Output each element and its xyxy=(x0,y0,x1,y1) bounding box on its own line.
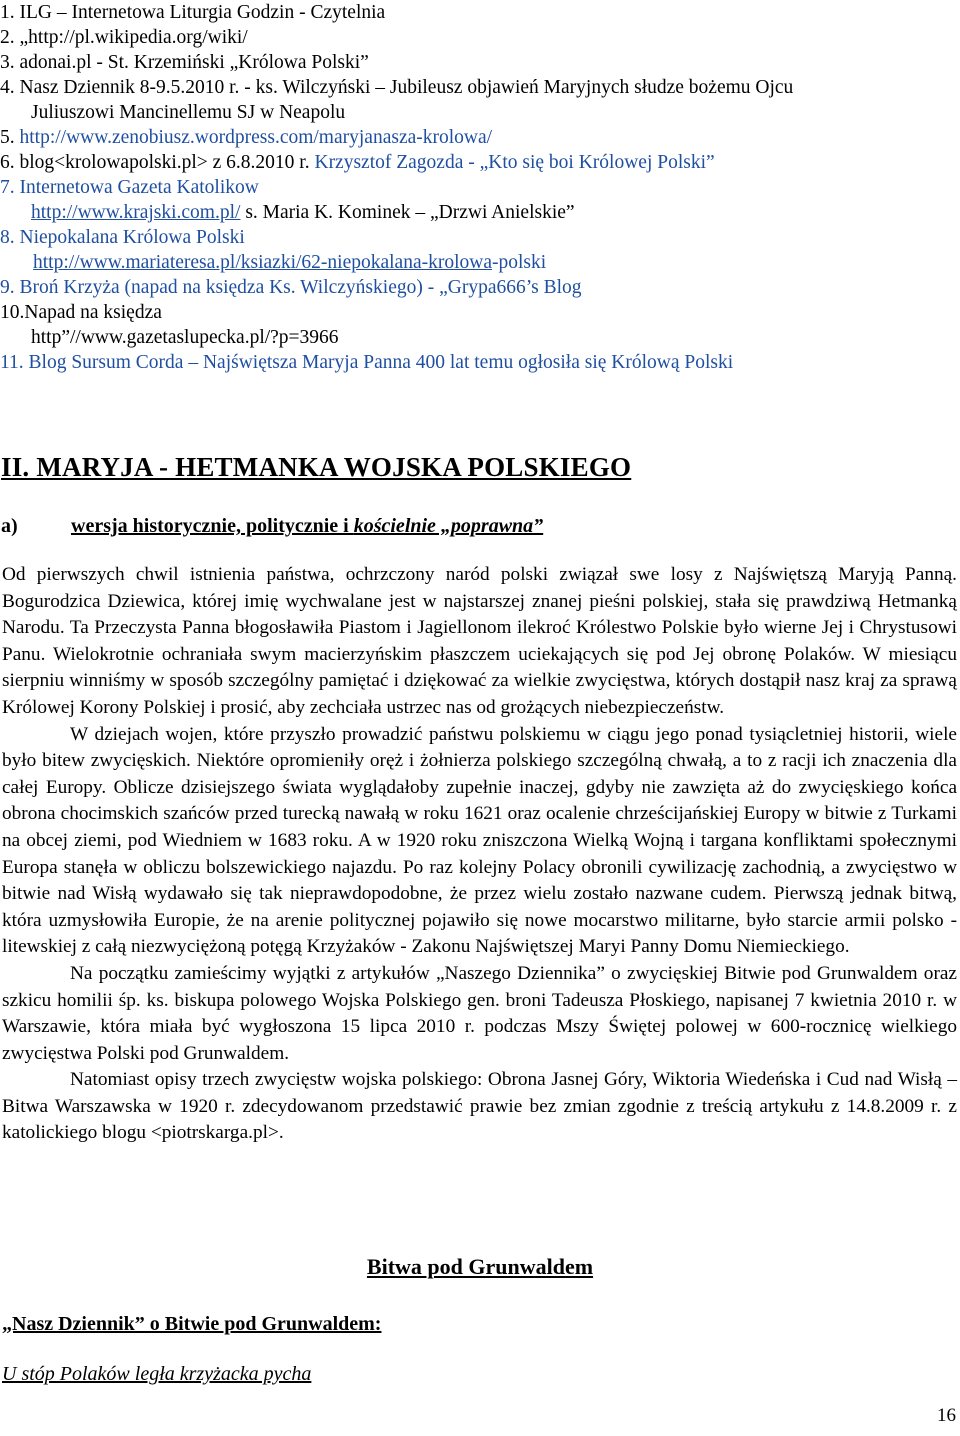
source-item-9: 9. Broń Krzyża (napad na księdza Ks. Wilczyńskiego) - „Grypa666’s Blog xyxy=(0,277,582,298)
paragraph-2: W dziejach wojen, które przyszło prowadzić państwu polskiemu w ciągu jego ponad tysiącletniej historii, wiele było bitew zwycięskich. Niektóre opromieniły oręż i żołnierza polskiego szczególną chwałą, a to z racji ich znaczenia dla całej Europy. Oblicze dzisiejszego świata wyglądałoby zupełnie inaczej, gdyby nie zawzięta aż do zwycięskiego końca obrona chocimskich szańców przed turecką nawałą w roku 1621 oraz ocalenie chrześcijańskiej Europy w bitwie z Turkami na obcej ziemi, pod Wiedniem w 1683 roku. A w 1920 roku zniszczona Wielką Wojną i targana konfliktami społecznymi Europa stanęła w obliczu bolszewickiego najazdu. Po raz kolejny Polacy obronili cywilizację zachodnią, a zwycięstwo w bitwie nad Wisłą wydawało się tak nieprawdopodobne, że przez wielu zostało nazwane cudem. Pierwszą jednak bitwą, która uzmysłowiła Europie, że na arenie politycznej pojawiło się nowe mocarstwo militarne, było starcie armii polsko - litewskiej z całą niezwyciężoną potęgą Krzyżaków - Zakonu Najświętszej Maryi Panny Domu Niemieckiego. xyxy=(2,723,957,958)
source-item-5-num: 5. xyxy=(0,127,20,148)
source-item-8-cont xyxy=(0,250,960,275)
source-item-6 xyxy=(0,150,960,175)
source-item-4-cont: Juliuszowi Mancinellemu SJ w Neapolu xyxy=(31,102,346,123)
source-item-5 xyxy=(0,125,960,150)
source-item-2: 2. „http://pl.wikipedia.org/wiki/ xyxy=(0,27,248,48)
section-title: Bitwa pod Grunwaldem xyxy=(366,1254,594,1279)
source-link-zenobiusz[interactable]: http://www.zenobiusz.wordpress.com/maryjanasza-krolowa/ xyxy=(19,127,493,148)
source-link-krajski[interactable]: http://www.krajski.com.pl/ xyxy=(31,202,241,223)
chapter-heading: II. MARYJA - HETMANKA WOJSKA POLSKIEGO xyxy=(1,452,632,482)
page-number: 16 xyxy=(937,1405,956,1426)
source-item-8: 8. Niepokalana Królowa Polski xyxy=(0,227,245,248)
source-item-4: 4. Nasz Dziennik 8-9.5.2010 r. - ks. Wilczyński – Jubileusz objawień Maryjnych słudze bożemu Ojcu xyxy=(0,77,794,98)
source-item-6-title: Krzysztof Zagozda - „Kto się boi Królowej Polski” xyxy=(314,152,715,173)
source-item-1: 1. ILG – Internetowa Liturgia Godzin - Czytelnia xyxy=(0,2,386,23)
source-item-8-rest: -polski xyxy=(492,252,547,273)
source-item-10: 10.Napad na księdza xyxy=(0,302,162,323)
paragraph-3: Na początku zamieścimy wyjątki z artykułów „Naszego Dziennika” o zwycięskiej Bitwie pod Grunwaldem oraz szkicu homilii śp. ks. biskupa polowego Wojska Polskiego gen. broni Tadeusza Płoskiego, napisanej 7 kwietnia 2010 r. w Warszawie, która miała być wygłoszona 15 lipca 2010 r. podczas Mszy Świętej polowej w 600-rocznicę wielkiego zwycięstwa Polski pod Grunwaldem. xyxy=(2,962,957,1064)
subsection-label: a) xyxy=(1,515,18,537)
source-item-11: 11. Blog Sursum Corda – Najświętsza Maryja Panna 400 lat temu ogłosiła się Królową Polski xyxy=(0,352,734,373)
subsection-title-italic: kościelnie „poprawna” xyxy=(353,515,544,537)
source-item-7: 7. Internetowa Gazeta Katolikow xyxy=(0,177,259,198)
paragraph-1: Od pierwszych chwil istnienia państwa, ochrzczony naród polski związał swe losy z Najświętszą Maryją Panną. Bogurodzica Dziewica, której imię wychwalane jest w najstarszej znanej pieśni polskiej, stała się prawdziwą Hetmanką Narodu. Ta Przeczysta Panna błogosławiła Piastom i Jagiellonom ilekroć Królestwo Polskie było wierne Jej i Chrystusowi Panu. Wielokrotnie ochraniała swym macierzyńskim płaszczem uciekających się pod Jej obronę Polaków. W miesiącu sierpniu winniśmy w sposób szczególny pamiętać i dziękować za wielkie zwycięstwa, których dostąpił nasz kraj za sprawą Królowej Korony Polskiej i prosić, aby zechciała ustrzec nas od grożących niebezpieczeństw. xyxy=(2,564,957,718)
source-item-7-rest: s. Maria K. Kominek – „Drzwi Anielskie” xyxy=(240,202,575,223)
source-item-7-cont xyxy=(0,200,960,225)
source-link-mariateresa[interactable]: http://www.mariateresa.pl/ksiazki/62-niepokalana-krolowa xyxy=(33,252,493,273)
body-text xyxy=(2,562,957,1147)
article-title: U stóp Polaków legła krzyżacka pycha xyxy=(2,1363,312,1385)
source-item-10-cont: http”//www.gazetaslupecka.pl/?p=3966 xyxy=(31,327,339,348)
source-item-3: 3. adonai.pl - St. Krzemiński „Królowa Polski” xyxy=(0,52,369,73)
subsection-title-plain: wersja historycznie, politycznie i xyxy=(71,515,354,537)
source-item-6-a: 6. blog<krolowapolski.pl> z 6.8.2010 r. xyxy=(0,152,315,173)
source-list xyxy=(0,0,960,375)
article-source-title: „Nasz Dziennik” o Bitwie pod Grunwaldem: xyxy=(2,1313,382,1335)
paragraph-4: Natomiast opisy trzech zwycięstw wojska polskiego: Obrona Jasnej Góry, Wiktoria Wiedeńska i Cud nad Wisłą – Bitwa Warszawska w 1920 r. zdecydowanom przedstawić prawie bez zmian zgodnie z treścią artykułu z 14.8.2009 r. z katolickiego blogu <piotrskarga.pl>. xyxy=(2,1069,957,1144)
subsection-heading xyxy=(1,515,543,538)
